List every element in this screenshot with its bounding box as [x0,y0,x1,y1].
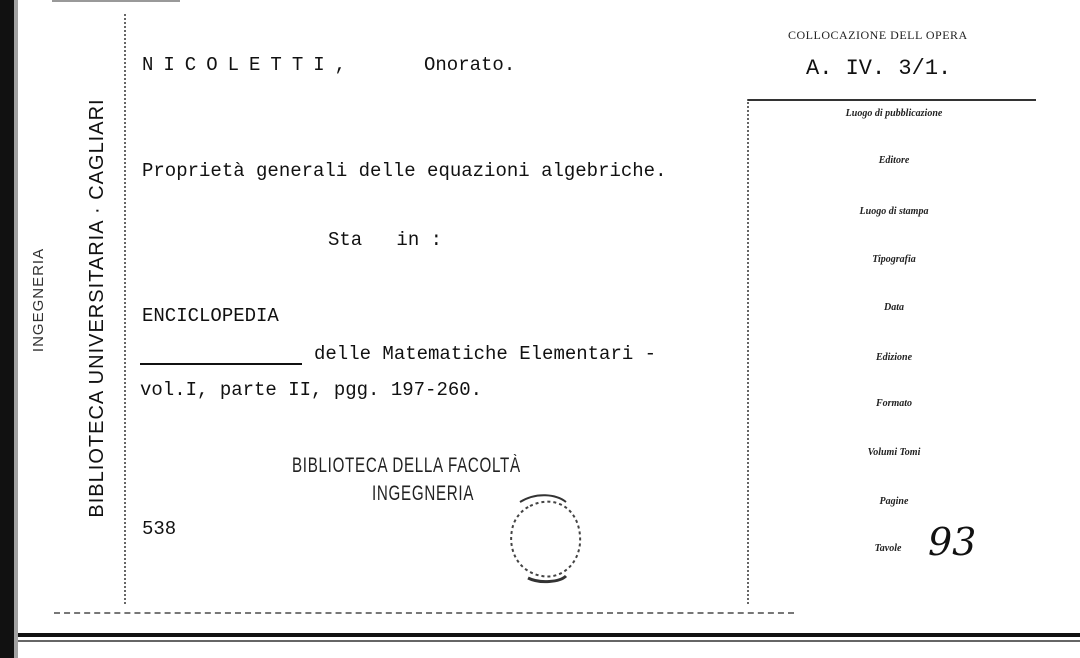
library-stamp-line2: INGEGNERIA [372,482,475,505]
work-title: Proprietà generali delle equazioni algebriche. [142,160,667,182]
library-vertical-label: BIBLIOTECA UNIVERSITARIA · CAGLIARI [86,98,108,518]
round-stamp-icon [500,492,590,584]
field-format: Formato [875,398,913,409]
field-plates: Tavole [874,543,902,554]
field-pages: Pagine [879,496,909,507]
field-place-of-printing: Luogo di stampa [859,206,929,217]
field-edition: Edizione [875,352,913,363]
top-rule [52,0,180,2]
shelf-mark: A. IV. 3/1. [806,56,952,81]
bottom-rule-secondary [18,640,1080,642]
field-printer: Tipografia [872,254,916,265]
shelf-location-heading: COLLOCAZIONE DELL OPERA [788,28,968,42]
faculty-vertical-stamp: INGEGNERIA [30,247,47,353]
bottom-rule [18,633,1080,637]
ditto-line [140,363,302,365]
right-box-top [748,99,1036,101]
plates-handwritten-value: 93 [928,520,977,564]
field-place-of-publication: Luogo di pubblicazione [845,108,943,119]
volume-pages: vol.I, parte II, pgg. 197-260. [140,379,483,401]
field-volumes: Volumi Tomi [867,447,921,458]
right-box-divider [747,99,749,604]
left-margin-line [124,14,126,604]
author-given-name: Onorato. [424,54,516,76]
card-edge-shadow [14,0,18,658]
library-stamp-line1: BIBLIOTECA DELLA FACOLTÀ [292,454,521,477]
series-title: ENCICLOPEDIA [142,305,279,327]
field-date: Data [884,302,904,313]
contained-in: Sta in : [328,229,443,251]
series-continuation: delle Matematiche Elementari - [314,343,657,365]
card-edge-left [0,0,14,658]
footer-dashed-rule [54,612,794,614]
inventory-number: 538 [142,518,177,540]
author-surname: NICOLETTI, [142,54,357,76]
field-publisher: Editore [878,155,910,166]
